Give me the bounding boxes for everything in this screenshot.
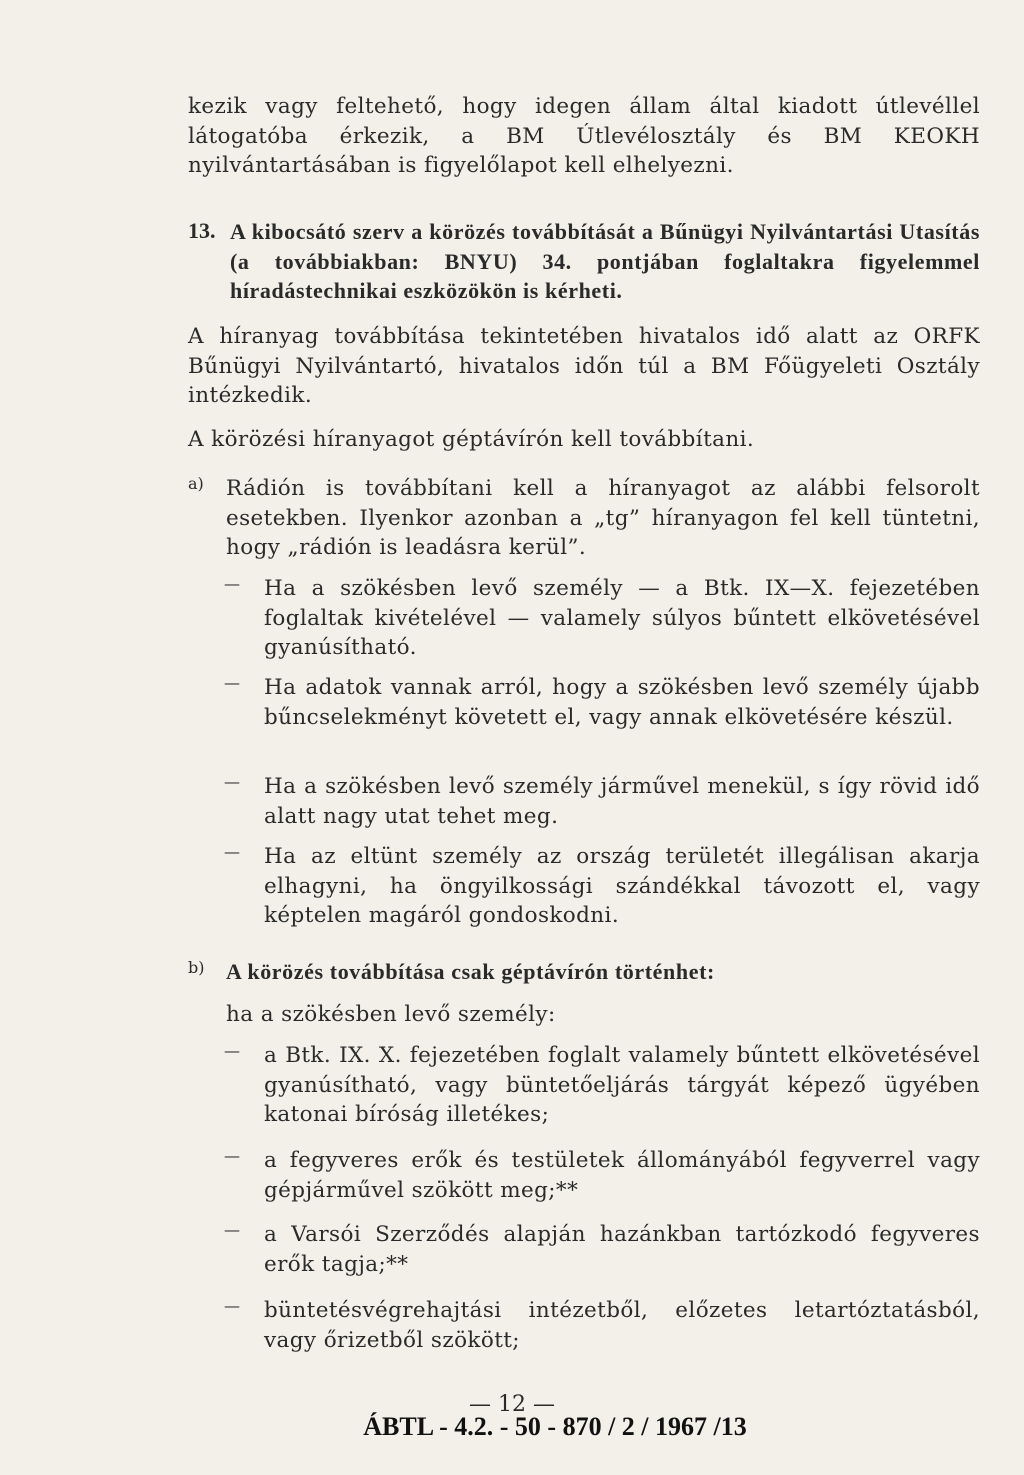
dash-symbol: — (224, 1041, 240, 1060)
item-a-dash-1: — Ha a szökésben levő személy — a Btk. IX—X. fejezetében foglaltak kivételével — valamely súlyos bűntett elkövetésével gyanúsítható. (224, 574, 980, 661)
dash-symbol: — (224, 574, 240, 593)
section-paragraph-2: A körözési híranyagot géptávírón kell továbbítani. (188, 427, 755, 452)
item-b-lead: ha a szökésben levő személy: (226, 1002, 556, 1027)
page-number: — 12 — (469, 1392, 555, 1417)
intro-paragraph: kezik vagy feltehető, hogy idegen állam által kiadott útlevéllel látogatóba érkezik, a BM Útlevélosztály és BM KEOKH nyilvántartásában is figyelőlapot kell elhelyezni. (188, 94, 980, 179)
dash-symbol: — (224, 1146, 240, 1165)
dash-symbol: — (224, 772, 240, 791)
item-b-label: b) (188, 958, 205, 977)
item-a-dash-2: — Ha adatok vannak arról, hogy a szökésben levő személy újabb bűncselekményt követett el, vagy annak elkövetésére készül. (224, 673, 980, 730)
section-paragraph-1: A híranyag továbbítása tekintetében hivatalos idő alatt az ORFK Bűnügyi Nyilvántartó, hivatalos időn túl a BM Főügyeleti Osztály intézkedik. (188, 324, 980, 409)
item-b-dash-1: — a Btk. IX. X. fejezetében foglalt valamely bűntett elkövetésével gyanúsítható, vagy büntetőeljárás tárgyát képező ügyében katonai bíróság illetékes; (224, 1041, 980, 1128)
archive-reference: ÁBTL - 4.2. - 50 - 870 / 2 / 1967 /13 (363, 1412, 747, 1441)
item-b-dash-2: — a fegyveres erők és testületek állományából fegyverrel vagy gépjárművel szökött meg;** (224, 1146, 980, 1203)
dash-symbol: — (224, 1220, 240, 1239)
item-a-text: Rádión is továbbítani kell a híranyagot az alábbi felsorolt esetekben. Ilyenkor azonban a „tg” híranyagon fel kell tüntetni, hogy „rádión is leadásra kerül”. (226, 476, 980, 561)
item-a-dash-4: — Ha az eltünt személy az ország területét illegálisan akarja elhagyni, ha öngyilkossági szándékkal távozott el, vagy képtelen magáról gondoskodni. (224, 842, 980, 929)
section-heading: A kibocsátó szerv a körözés továbbítását a Bűnügyi Nyilvántartási Utasítás (a továbbiakban: BNYU) 34. pontjában foglaltakra figyelemmel híradástechnikai eszközökön is kérheti. (230, 219, 980, 304)
dash-symbol: — (224, 842, 240, 861)
section-number: 13. (188, 218, 216, 243)
dash-symbol: — (224, 673, 240, 692)
item-b-dash-4: — büntetésvégrehajtási intézetből, előzetes letartóztatásból, vagy őrizetből szökött; (224, 1296, 980, 1353)
item-b-dash-3: — a Varsói Szerződés alapján hazánkban tartózkodó fegyveres erők tagja;** (224, 1220, 980, 1277)
item-a-label: a) (188, 474, 204, 493)
item-b-heading: A körözés továbbítása csak géptávírón történhet: (226, 959, 715, 984)
item-a-dash-3: — Ha a szökésben levő személy járművel menekül, s így rövid idő alatt nagy utat tehet meg. (224, 772, 980, 829)
dash-symbol: — (224, 1296, 240, 1315)
